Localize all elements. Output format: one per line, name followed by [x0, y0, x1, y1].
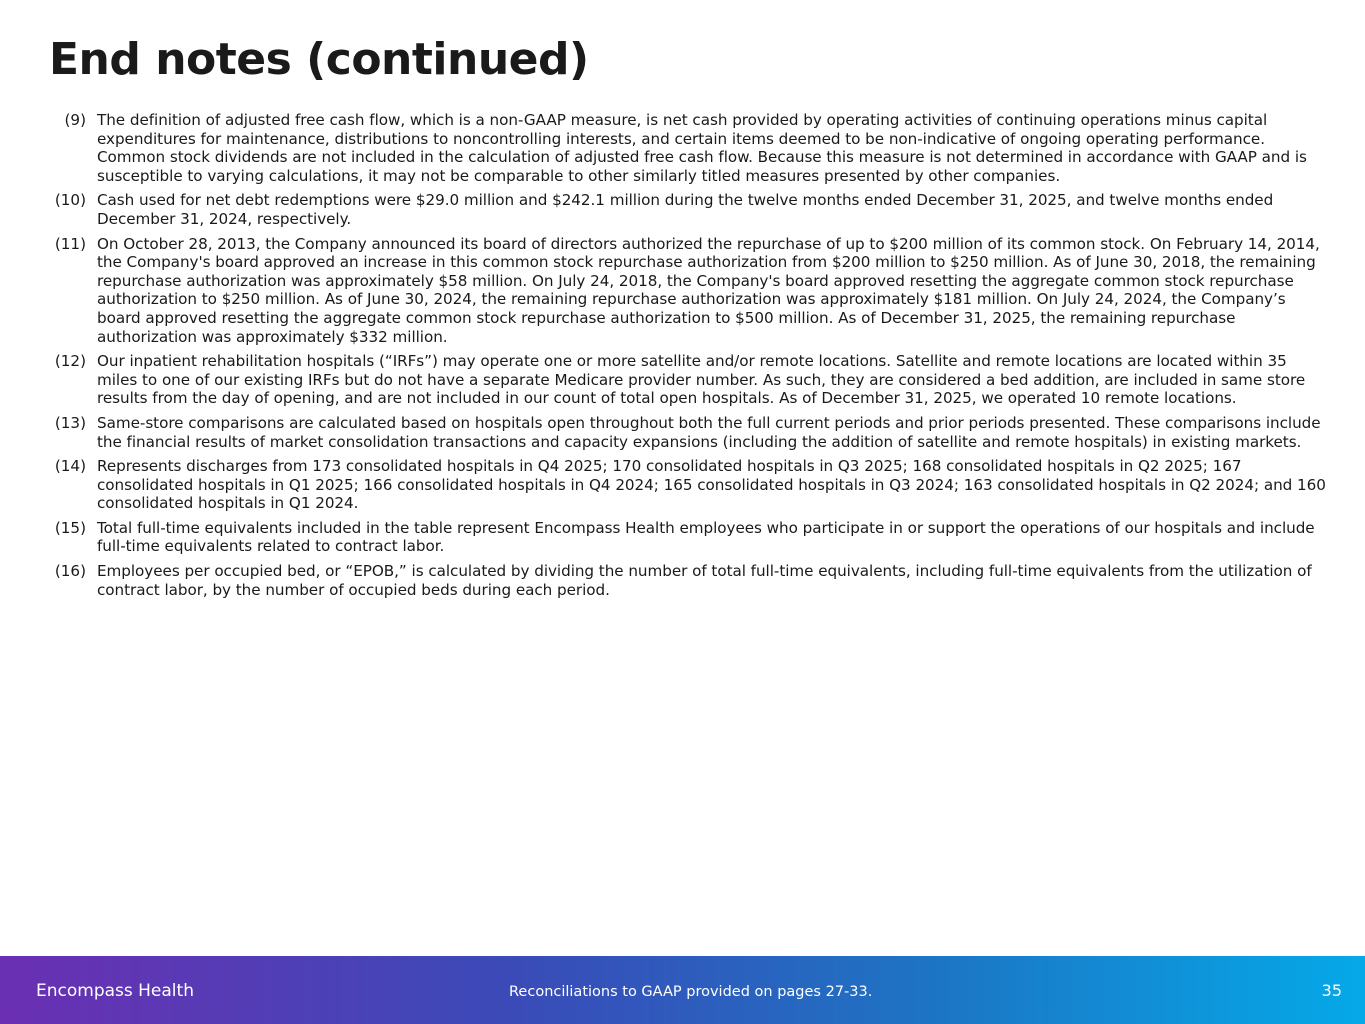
end-note-text: Represents discharges from 173 consolidated hospitals in Q4 2025; 170 consolidated hospitals in Q3 2025; 168 consolidated hospitals in Q2 2025; 167 consolidated hospitals in Q1 2025; 166 consolidated hospitals in Q4 2024; 165 consolidated hospitals in Q3 2024; 163 consolidated hospitals in Q2 2024; and 160 consolidated hospitals in Q1 2024. — [97, 457, 1326, 513]
end-note-text: Same-store comparisons are calculated based on hospitals open throughout both the full current periods and prior periods presented. These comparisons include the financial results of market consolidation transactions and capacity expansions (including the addition of satellite and remote hospitals) in existing markets. — [97, 413, 1321, 451]
end-note-text: Total full-time equivalents included in the table represent Encompass Health employees who participate in or support the operations of our hospitals and include full-time equivalents related to contract labor. — [97, 518, 1315, 556]
end-note-text: Employees per occupied bed, or “EPOB,” is calculated by dividing the number of total full-time equivalents, including full-time equivalents from the utilization of contract labor, by the number of occupied beds during each period. — [97, 562, 1312, 599]
end-note-14 — [44, 457, 1329, 513]
footer-bar — [0, 956, 1365, 1024]
end-note-text: Our inpatient rehabilitation hospitals (“IRFs”) may operate one or more satellite and/or remote locations. Satellite and remote locations are located within 35 miles to one of our existing IRFs but do not have a separate Medicare provider number. As such, they are considered a bed addition, are included in same store results from the day of opening, and are not included in our count of total open hospitals. As of December 31, 2025, we operated 10 remote locations. — [97, 352, 1306, 408]
end-note-text: On October 28, 2013, the Company announced its board of directors authorized the repurchase of up to $200 million of its common stock. On February 14, 2014, the Company's board approved an increase in this common stock repurchase authorization from $200 million to $250 million. As of June 30, 2018, the remaining repurchase authorization was approximately $58 million. On July 24, 2018, the Company's board approved resetting the aggregate common stock repurchase authorization to $250 million. As of June 30, 2024, the remaining repurchase authorization was approximately $181 million. On July 24, 2024, the Company’s board approved resetting the aggregate common stock repurchase authorization to $500 million. As of December 31, 2025, the remaining repurchase authorization was approximately $332 million. — [97, 234, 1320, 346]
end-note-text: Cash used for net debt redemptions were $29.0 million and $242.1 million during the twelve months ended December 31, 2025, and twelve months ended December 31, 2024, respectively. — [97, 191, 1274, 228]
end-note-number: (15) — [54, 518, 86, 537]
end-note-number: (13) — [54, 413, 86, 432]
page-number: 35 — [1321, 981, 1342, 1000]
end-note-number: (9) — [64, 111, 86, 129]
end-note-number: (12) — [54, 352, 86, 371]
end-note-number: (11) — [54, 234, 86, 253]
end-note-11 — [44, 235, 1329, 347]
end-note-9 — [44, 111, 1329, 185]
end-note-12 — [44, 352, 1329, 408]
end-note-15 — [44, 519, 1329, 556]
footer-reconciliation-note: Reconciliations to GAAP provided on pages 27-33. — [509, 984, 873, 1000]
end-notes-list — [44, 111, 1329, 605]
end-note-10 — [44, 191, 1329, 228]
end-note-text: The definition of adjusted free cash flow, which is a non-GAAP measure, is net cash provided by operating activities of continuing operations minus capital expenditures for maintenance, distributions to noncontrolling interests, and certain items deemed to be non-indicative of ongoing operating performance. Common stock dividends are not included in the calculation of adjusted free cash flow. Because this measure is not determined in accordance with GAAP and is susceptible to varying calculations, it may not be comparable to other similarly titled measures presented by other companies. — [97, 111, 1307, 185]
end-note-16 — [44, 562, 1329, 599]
end-note-13 — [44, 414, 1329, 451]
page-title: End notes (continued) — [49, 34, 589, 85]
end-note-number: (10) — [54, 191, 86, 210]
end-note-number: (16) — [54, 562, 86, 581]
end-note-number: (14) — [54, 457, 86, 476]
footer-brand: Encompass Health — [36, 981, 194, 1001]
